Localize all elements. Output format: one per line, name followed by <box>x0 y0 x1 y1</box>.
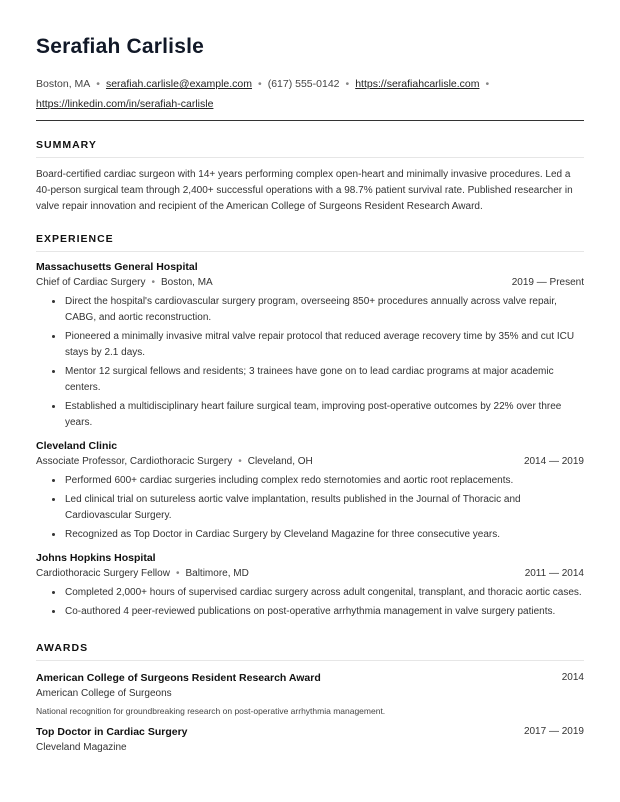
job-bullet: • Direct the hospital's cardiovascular surgery program, overseeing 850+ procedures annually across valve repair, CABG, and aortic reconstruction. <box>64 294 584 326</box>
website-link[interactable]: https://serafiahcarlisle.com <box>355 78 480 90</box>
job-organization: Massachusetts General Hospital <box>36 261 198 273</box>
job-bullets <box>36 473 584 543</box>
job-dates: 2011 — 2014 <box>524 568 584 579</box>
job-title: Cardiothoracic Surgery Fellow <box>36 568 170 579</box>
summary-text: Board-certified cardiac surgeon with 14+ years performing complex open-heart and minimally invasive procedures. Led a 40-person surgical team through 2,400+ successful operations with a 98.7% patient survival rate. Published researcher in valve repair innovation and recipient of the American College of Surgeons Resident Research Award. <box>36 169 573 212</box>
job-bullet: • Completed 2,000+ hours of supervised cardiac surgery across adult congenital, transplant, and thoracic aortic cases. <box>64 585 584 601</box>
email-link[interactable]: serafiah.carlisle@example.com <box>105 78 253 90</box>
job-organization: Cleveland Clinic <box>36 440 118 452</box>
job-bullet: • Recognized as Top Doctor in Cardiac Surgery by Cleveland Magazine for three consecutive years. <box>64 527 584 543</box>
contact-separator: • <box>96 78 100 90</box>
job-title: Associate Professor, Cardiothoracic Surgery <box>36 456 233 467</box>
section-divider <box>36 251 584 252</box>
linkedin-link[interactable]: https://linkedin.com/in/serafiah-carlisle <box>36 98 214 110</box>
contact-location: Boston, MA <box>36 78 91 90</box>
job-bullets <box>36 585 584 620</box>
job-bullet: • Mentor 12 surgical fellows and residents; 3 trainees have gone on to lead cardiac programs at major academic centers. <box>64 364 584 396</box>
contact-phone: (617) 555-0142 <box>267 78 340 90</box>
job-bullet: • Pioneered a minimally invasive mitral valve repair protocol that reduced average recovery time by 35% and cut ICU stays by 2.1 days. <box>64 329 584 361</box>
award-issuer: Cleveland Magazine <box>36 742 127 753</box>
contact-separator: • <box>485 78 490 90</box>
award-date: 2014 <box>561 672 584 683</box>
award-title: Top Doctor in Cardiac Surgery <box>36 726 188 738</box>
award-entry <box>36 725 584 755</box>
header-divider <box>36 120 584 121</box>
job-location: Cleveland, OH <box>247 456 313 467</box>
job-bullet: • Co-authored 4 peer-reviewed publications on post-operative arrhythmia management in valve surgery patients. <box>64 604 584 620</box>
job-entry <box>36 439 584 543</box>
summary-heading: SUMMARY <box>36 139 97 151</box>
job-location: Baltimore, MD <box>185 568 249 579</box>
job-entry <box>36 551 584 620</box>
section-divider <box>36 157 584 158</box>
job-dates: 2019 — Present <box>511 277 584 288</box>
awards-heading: AWARDS <box>36 642 89 654</box>
job-separator: • <box>238 456 242 467</box>
experience-heading: EXPERIENCE <box>36 233 114 245</box>
job-bullet: • Led clinical trial on sutureless aortic valve implantation, results published in the Journal of Thoracic and Cardiovascular Surgery. <box>64 492 584 524</box>
award-entry <box>36 671 584 717</box>
job-bullet: • Established a multidisciplinary heart failure surgical team, improving post-operative outcomes by 22% over three years. <box>64 399 584 431</box>
job-bullets <box>36 294 584 431</box>
job-entry <box>36 260 584 431</box>
candidate-name: Serafiah Carlisle <box>36 35 204 58</box>
section-divider <box>36 660 584 661</box>
award-description: National recognition for groundbreaking research on post-operative arrhythmia management. <box>36 706 386 716</box>
contact-line <box>36 74 584 114</box>
job-organization: Johns Hopkins Hospital <box>36 552 156 564</box>
job-separator: • <box>151 277 156 288</box>
award-date: 2017 — 2019 <box>523 726 584 737</box>
job-dates: 2014 — 2019 <box>523 456 584 467</box>
job-separator: • <box>175 568 180 579</box>
award-issuer: American College of Surgeons <box>36 688 172 699</box>
contact-separator: • <box>258 78 262 90</box>
contact-separator: • <box>345 78 350 90</box>
job-location: Boston, MA <box>161 277 213 288</box>
job-title: Chief of Cardiac Surgery <box>36 277 146 288</box>
award-title: American College of Surgeons Resident Research Award <box>36 672 321 684</box>
job-bullet: • Performed 600+ cardiac surgeries including complex redo sternotomies and aortic root replacements. <box>64 473 584 489</box>
